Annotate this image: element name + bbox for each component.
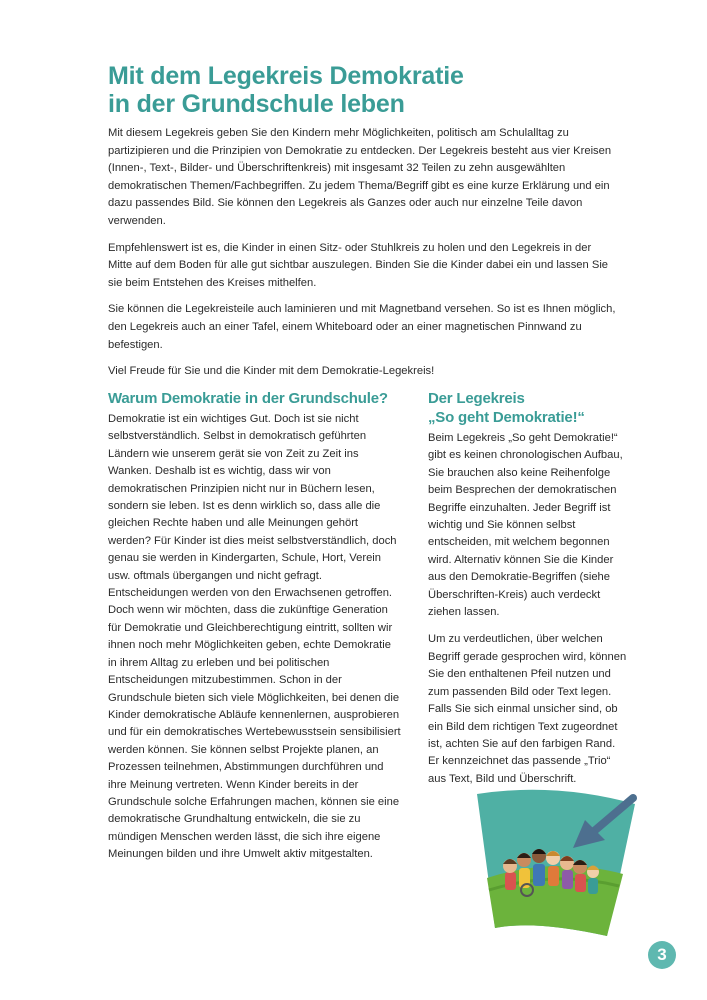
- intro-paragraph: Sie können die Legekreisteile auch laminieren und mit Magnetband versehen. So ist es Ihnen möglich, den Legekreis auch an einer Tafel, einem Whiteboard oder an einer magnetischen Pinnwand zu befestigen.: [108, 303, 616, 351]
- intro-paragraph: Empfehlenswert ist es, die Kinder in einen Sitz- oder Stuhlkreis zu holen und den Legekreis in der Mitte auf dem Boden für alle gut sichtbar auszulegen. Binden Sie die Kinder dabei ein und lassen Sie sie beim Entstehen des Kreises mithelfen.: [108, 241, 609, 289]
- legekreis-section: [428, 389, 628, 798]
- legekreis-heading: [428, 389, 628, 427]
- why-democracy-heading: Warum Demokratie in der Grundschule?: [108, 390, 388, 407]
- legekreis-paragraph: Um zu verdeutlichen, über welchen Begriff gerade gesprochen wird, können Sie den enthaltenen Pfeil nutzen und zum passenden Bild oder Text legen. Falls Sie sich einmal unsicher sind, ob ein Bild dem richtigen Text zugeordnet ist, achten Sie auf den farbigen Rand. Er kennzeichnet das passende „Trio“ aus Text, Bild und Überschrift.: [428, 633, 627, 785]
- legekreis-heading-line2: „So geht Demokratie!“: [428, 409, 585, 426]
- intro-paragraph: Mit diesem Legekreis geben Sie den Kindern mehr Möglichkeiten, politisch am Schulalltag zu partizipieren und die Prinzipien von Demokratie zu entdecken. Der Legekreis besteht aus vier Kreisen (Innen-, Text-, Bilder- und Überschriftenkreis) mit insgesamt 32 Teilen zu zehn ausgewählten demokratischen Themen/Fachbegriffen. Zu jedem Thema/Begriff gibt es eine kurze Erklärung und ein dazu passendes Bild. Sie können den Legekreis als Ganzes oder auch nur einzelne Teile davon verwenden.: [108, 127, 612, 227]
- intro-section: [108, 125, 616, 390]
- intro-paragraph: Viel Freude für Sie und die Kinder mit dem Demokratie-Legekreis!: [108, 365, 435, 378]
- legekreis-illustration: [465, 786, 645, 938]
- page-title-line1: Mit dem Legekreis Demokratie: [108, 62, 464, 90]
- legekreis-paragraph: Beim Legekreis „So geht Demokratie!“ gibt es keinen chronologischen Aufbau, Sie brauchen also keine Reihenfolge beim Besprechen der demokratischen Begriffe einzuhalten. Jeder Begriff ist wichtig und Sie können selbst entscheiden, mit welchem begonnen wird. Alternativ können Sie die Kinder aus den Demokratie-Begriffen (siehe Überschriften-Kreis) auch verdeckt ziehen lassen.: [428, 432, 623, 619]
- why-democracy-text: Demokratie ist ein wichtiges Gut. Doch ist sie nicht selbstverständlich. Selbst in demokratisch geführten Ländern wie unserem gerät sie von Zeit zu Zeit ins Wanken. Deshalb ist es wichtig, dass wir von demokratischen Prinzipien nicht nur in Büchern lesen, sondern sie leben. Ist es denn wirklich so, dass alle die gleichen Rechte haben und alle Meinungen gehört werden? Für Kinder ist dies meist selbstverständlich, doch genau sie werden in Kindergarten, Schule, Hort, Verein usw. oftmals übergangen und nicht gefragt. Entscheidungen werden von den Erwachsenen getroffen. Doch wenn wir möchten, dass die zukünftige Generation für Demokratie und Gleichberechtigung eintritt, sollten wir ihnen noch mehr Möglichkeiten geben, echte Demokratie in ihrem Alltag zu erleben und bei politischen Entscheidungen mitzubestimmen. Schon in der Grundschule bieten sich viele Möglichkeiten, bei denen die Kinder demokratische Abläufe kennenlernen, ausprobieren und für ein demokratisches Wertebewusstsein sensibilisiert werden können. Sie können selbst Projekte planen, an Prozessen teilnehmen, Abstimmungen durchführen und ihre Meinung vertreten. Wenn Kinder bereits in der Grundschule solche Erfahrungen machen, können sie eine demokratische Grundhaltung entwickeln, die sie zu mündigen Menschen werden lässt, die sich ihre eigene Meinungen bilden und ihre Umwelt aktiv mitgestalten.: [108, 413, 401, 861]
- page-title-line2: in der Grundschule leben: [108, 90, 405, 118]
- why-democracy-section: [108, 389, 402, 874]
- legekreis-heading-line1: Der Legekreis: [428, 390, 525, 407]
- page-number-badge: 3: [648, 941, 676, 969]
- page-title: [108, 62, 628, 118]
